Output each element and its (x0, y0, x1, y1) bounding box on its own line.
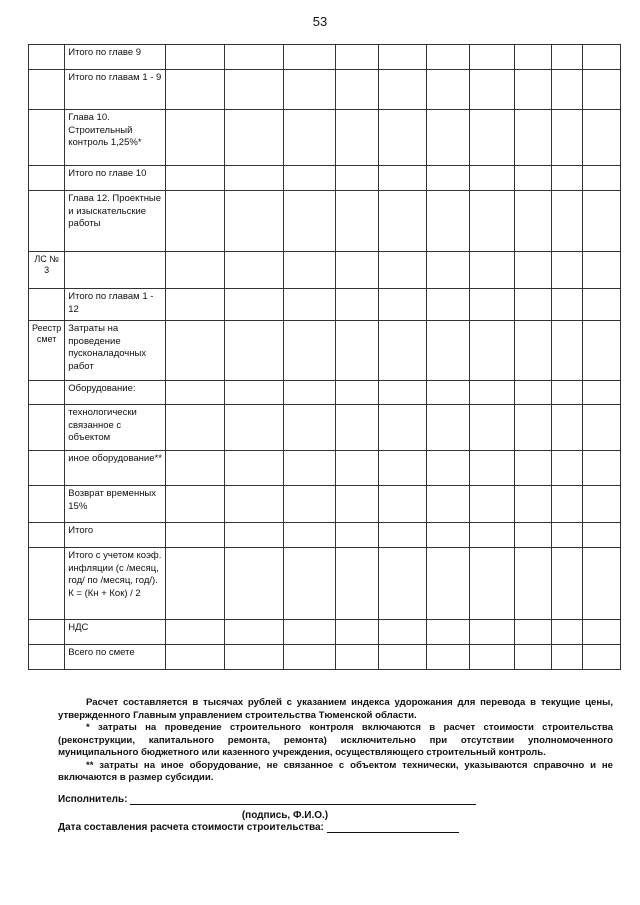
value-cell[interactable] (166, 45, 225, 70)
value-cell[interactable] (336, 166, 379, 191)
value-cell[interactable] (427, 523, 470, 548)
value-cell[interactable] (336, 451, 379, 486)
value-cell[interactable] (336, 191, 379, 252)
row-label-cell: Итого с учетом коэф. инфляции (с /месяц, год/ по /месяц, год/). К = (Кн + Кок) / 2 (65, 548, 166, 620)
value-cell[interactable] (166, 191, 225, 252)
value-cell[interactable] (427, 70, 470, 110)
value-cell[interactable] (583, 166, 621, 191)
value-cell[interactable] (552, 252, 583, 289)
value-cell[interactable] (515, 620, 552, 645)
value-cell[interactable] (470, 110, 515, 166)
row-number-cell (29, 405, 65, 451)
row-number-cell (29, 523, 65, 548)
row-label-cell: Оборудование: (65, 381, 166, 405)
value-cell[interactable] (470, 289, 515, 321)
value-cell[interactable] (552, 523, 583, 548)
table-row (29, 645, 621, 670)
value-cell[interactable] (515, 523, 552, 548)
value-cell[interactable] (336, 45, 379, 70)
value-cell[interactable] (379, 252, 427, 289)
value-cell[interactable] (336, 252, 379, 289)
value-cell[interactable] (284, 289, 336, 321)
value-cell[interactable] (583, 405, 621, 451)
value-cell[interactable] (284, 381, 336, 405)
value-cell[interactable] (379, 45, 427, 70)
value-cell[interactable] (166, 252, 225, 289)
value-cell[interactable] (225, 110, 284, 166)
value-cell[interactable] (427, 252, 470, 289)
value-cell[interactable] (379, 451, 427, 486)
value-cell[interactable] (583, 252, 621, 289)
value-cell[interactable] (552, 166, 583, 191)
value-cell[interactable] (225, 523, 284, 548)
table-row (29, 620, 621, 645)
value-cell[interactable] (284, 166, 336, 191)
date-line (58, 822, 459, 833)
table-row (29, 252, 621, 289)
value-cell[interactable] (552, 45, 583, 70)
value-cell[interactable] (552, 70, 583, 110)
note-2: * затраты на проведение строительного контроля включаются в расчет стоимости строительства (реконструкции, капитального ремонта, ремонта) исключительно при отсутствии уполномоченного муниципального бюджетного или казенного учреждения, осуществляющего строительный контроль. (58, 722, 613, 758)
value-cell[interactable] (583, 486, 621, 523)
value-cell[interactable] (427, 321, 470, 381)
value-cell[interactable] (583, 645, 621, 670)
value-cell[interactable] (166, 70, 225, 110)
value-cell[interactable] (284, 191, 336, 252)
value-cell[interactable] (515, 191, 552, 252)
row-number-cell (29, 451, 65, 486)
value-cell[interactable] (336, 70, 379, 110)
value-cell[interactable] (470, 548, 515, 620)
row-label-cell: Итого по главе 9 (65, 45, 166, 70)
value-cell[interactable] (225, 405, 284, 451)
value-cell[interactable] (470, 252, 515, 289)
value-cell[interactable] (427, 45, 470, 70)
value-cell[interactable] (379, 191, 427, 252)
value-cell[interactable] (166, 523, 225, 548)
executor-label: Исполнитель: (58, 794, 128, 805)
value-cell[interactable] (552, 191, 583, 252)
value-cell[interactable] (284, 620, 336, 645)
value-cell[interactable] (225, 289, 284, 321)
value-cell[interactable] (427, 110, 470, 166)
executor-signature-field[interactable] (130, 794, 476, 805)
row-number-cell (29, 45, 65, 70)
value-cell[interactable] (225, 451, 284, 486)
value-cell[interactable] (379, 523, 427, 548)
value-cell[interactable] (470, 166, 515, 191)
value-cell[interactable] (379, 166, 427, 191)
value-cell[interactable] (515, 321, 552, 381)
row-number-cell: Реестр смет (29, 321, 65, 381)
value-cell[interactable] (284, 252, 336, 289)
value-cell[interactable] (225, 645, 284, 670)
value-cell[interactable] (284, 645, 336, 670)
notes (58, 697, 613, 785)
value-cell[interactable] (225, 486, 284, 523)
value-cell[interactable] (336, 486, 379, 523)
value-cell[interactable] (225, 321, 284, 381)
row-number-cell (29, 486, 65, 523)
value-cell[interactable] (583, 289, 621, 321)
value-cell[interactable] (284, 548, 336, 620)
row-number-cell (29, 548, 65, 620)
table-row (29, 191, 621, 252)
value-cell[interactable] (552, 486, 583, 523)
value-cell[interactable] (225, 191, 284, 252)
row-number-cell (29, 191, 65, 252)
value-cell[interactable] (427, 289, 470, 321)
value-cell[interactable] (552, 381, 583, 405)
value-cell[interactable] (284, 45, 336, 70)
page-number: 53 (312, 14, 328, 29)
value-cell[interactable] (166, 321, 225, 381)
value-cell[interactable] (166, 405, 225, 451)
value-cell[interactable] (515, 645, 552, 670)
value-cell[interactable] (515, 381, 552, 405)
value-cell[interactable] (583, 110, 621, 166)
value-cell[interactable] (583, 381, 621, 405)
row-label-cell: Итого (65, 523, 166, 548)
value-cell[interactable] (166, 451, 225, 486)
value-cell[interactable] (225, 381, 284, 405)
value-cell[interactable] (427, 645, 470, 670)
value-cell[interactable] (379, 70, 427, 110)
row-number-cell (29, 110, 65, 166)
value-cell[interactable] (552, 548, 583, 620)
value-cell[interactable] (470, 620, 515, 645)
value-cell[interactable] (225, 548, 284, 620)
row-label-cell: Глава 10. Строительный контроль 1,25%* (65, 110, 166, 166)
value-cell[interactable] (583, 191, 621, 252)
value-cell[interactable] (470, 70, 515, 110)
value-cell[interactable] (225, 620, 284, 645)
row-label-cell (65, 252, 166, 289)
row-number-cell (29, 645, 65, 670)
value-cell[interactable] (470, 645, 515, 670)
table-row (29, 289, 621, 321)
value-cell[interactable] (470, 405, 515, 451)
value-cell[interactable] (583, 451, 621, 486)
value-cell[interactable] (379, 548, 427, 620)
table-row (29, 166, 621, 191)
value-cell[interactable] (284, 523, 336, 548)
note-1: Расчет составляется в тысячах рублей с указанием индекса удорожания для перевода в текущие цены, утвержденного Главным управлением строительства Тюменской области. (58, 697, 613, 721)
value-cell[interactable] (284, 405, 336, 451)
row-label-cell: Затраты на проведение пусконаладочных работ (65, 321, 166, 381)
value-cell[interactable] (583, 620, 621, 645)
value-cell[interactable] (225, 252, 284, 289)
value-cell[interactable] (515, 289, 552, 321)
note-3: ** затраты на иное оборудование, не связанное с объектом технически, указываются справочно и не включаются в размер субсидии. (58, 759, 613, 783)
row-number-cell (29, 289, 65, 321)
row-label-cell: Итого по главе 10 (65, 166, 166, 191)
table-row (29, 45, 621, 70)
value-cell[interactable] (583, 548, 621, 620)
value-cell[interactable] (166, 381, 225, 405)
table-row (29, 110, 621, 166)
value-cell[interactable] (470, 45, 515, 70)
value-cell[interactable] (166, 620, 225, 645)
value-cell[interactable] (379, 486, 427, 523)
table-row (29, 451, 621, 486)
value-cell[interactable] (552, 321, 583, 381)
row-label-cell: НДС (65, 620, 166, 645)
value-cell[interactable] (336, 289, 379, 321)
value-cell[interactable] (552, 645, 583, 670)
value-cell[interactable] (336, 645, 379, 670)
value-cell[interactable] (336, 381, 379, 405)
value-cell[interactable] (470, 451, 515, 486)
executor-line (58, 794, 476, 805)
value-cell[interactable] (583, 523, 621, 548)
value-cell[interactable] (379, 405, 427, 451)
date-label: Дата составления расчета стоимости строительства: (58, 822, 324, 833)
table-row (29, 486, 621, 523)
value-cell[interactable] (515, 252, 552, 289)
value-cell[interactable] (515, 451, 552, 486)
value-cell[interactable] (166, 548, 225, 620)
value-cell[interactable] (427, 620, 470, 645)
value-cell[interactable] (583, 70, 621, 110)
value-cell[interactable] (225, 70, 284, 110)
value-cell[interactable] (166, 166, 225, 191)
value-cell[interactable] (515, 486, 552, 523)
value-cell[interactable] (427, 405, 470, 451)
row-number-cell (29, 620, 65, 645)
value-cell[interactable] (166, 110, 225, 166)
value-cell[interactable] (552, 405, 583, 451)
value-cell[interactable] (427, 486, 470, 523)
value-cell[interactable] (515, 166, 552, 191)
row-label-cell: технологически связанное с объектом (65, 405, 166, 451)
value-cell[interactable] (379, 289, 427, 321)
value-cell[interactable] (284, 70, 336, 110)
value-cell[interactable] (470, 523, 515, 548)
value-cell[interactable] (552, 110, 583, 166)
value-cell[interactable] (284, 321, 336, 381)
value-cell[interactable] (515, 45, 552, 70)
value-cell[interactable] (336, 620, 379, 645)
value-cell[interactable] (166, 645, 225, 670)
value-cell[interactable] (552, 620, 583, 645)
value-cell[interactable] (470, 191, 515, 252)
value-cell[interactable] (225, 166, 284, 191)
value-cell[interactable] (336, 523, 379, 548)
value-cell[interactable] (427, 381, 470, 405)
table-row (29, 548, 621, 620)
row-label-cell: Итого по главам 1 - 9 (65, 70, 166, 110)
date-field[interactable] (327, 822, 459, 833)
value-cell[interactable] (552, 451, 583, 486)
value-cell[interactable] (379, 620, 427, 645)
row-label-cell: иное оборудование** (65, 451, 166, 486)
value-cell[interactable] (427, 548, 470, 620)
value-cell[interactable] (379, 645, 427, 670)
signature-caption: (подпись, Ф.И.О.) (241, 810, 329, 821)
value-cell[interactable] (583, 45, 621, 70)
table-row (29, 321, 621, 381)
value-cell[interactable] (552, 289, 583, 321)
table-row (29, 381, 621, 405)
table-row (29, 405, 621, 451)
value-cell[interactable] (225, 45, 284, 70)
value-cell[interactable] (336, 110, 379, 166)
row-label-cell: Итого по главам 1 - 12 (65, 289, 166, 321)
row-number-cell: ЛС № 3 (29, 252, 65, 289)
row-label-cell: Всего по смете (65, 645, 166, 670)
table-row (29, 70, 621, 110)
value-cell[interactable] (470, 381, 515, 405)
value-cell[interactable] (470, 321, 515, 381)
value-cell[interactable] (470, 486, 515, 523)
value-cell[interactable] (166, 289, 225, 321)
value-cell[interactable] (166, 486, 225, 523)
value-cell[interactable] (515, 110, 552, 166)
row-number-cell (29, 166, 65, 191)
value-cell[interactable] (284, 486, 336, 523)
value-cell[interactable] (336, 321, 379, 381)
value-cell[interactable] (515, 70, 552, 110)
value-cell[interactable] (336, 405, 379, 451)
row-number-cell (29, 381, 65, 405)
value-cell[interactable] (427, 191, 470, 252)
value-cell[interactable] (427, 166, 470, 191)
value-cell[interactable] (379, 321, 427, 381)
value-cell[interactable] (336, 548, 379, 620)
value-cell[interactable] (284, 451, 336, 486)
value-cell[interactable] (284, 110, 336, 166)
row-number-cell (29, 70, 65, 110)
table-row (29, 523, 621, 548)
value-cell[interactable] (583, 321, 621, 381)
value-cell[interactable] (515, 405, 552, 451)
estimate-table (28, 44, 621, 670)
row-label-cell: Глава 12. Проектные и изыскательские работы (65, 191, 166, 252)
value-cell[interactable] (427, 451, 470, 486)
row-label-cell: Возврат временных 15% (65, 486, 166, 523)
value-cell[interactable] (379, 381, 427, 405)
value-cell[interactable] (515, 548, 552, 620)
value-cell[interactable] (379, 110, 427, 166)
